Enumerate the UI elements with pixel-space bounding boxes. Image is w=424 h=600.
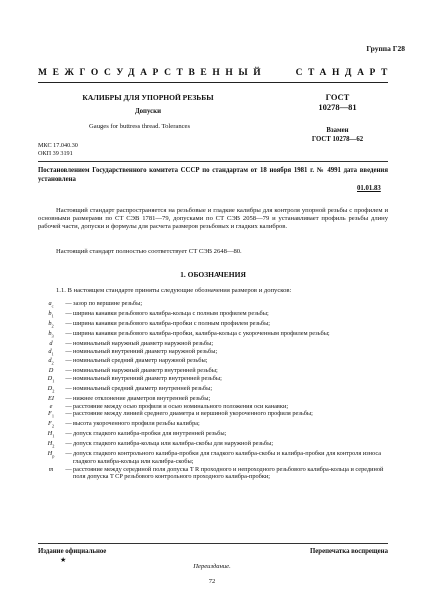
definition-text: высота укороченного профиля резьбы калибра; xyxy=(73,420,200,428)
definition-dash: — xyxy=(65,339,72,347)
effective-date: 01.01.83 xyxy=(357,185,381,192)
definition-item xyxy=(38,300,388,310)
title-rule xyxy=(38,161,388,162)
definition-item xyxy=(38,357,388,367)
gost-number xyxy=(285,92,390,112)
definition-dash: — xyxy=(65,357,72,365)
definition-symbol: $d_2$ xyxy=(48,357,54,366)
definition-item xyxy=(38,367,388,375)
definition-text: расстояние между серединой поля допуска T R проходного и непроходного резьбового калибра-кольца и серединой поля допуска T CP резьбового контрольного проходного калибра-пробки; xyxy=(73,465,384,481)
definition-dash: — xyxy=(65,410,72,418)
classification-codes xyxy=(38,142,78,158)
mks-code: МКС 17.040.30 xyxy=(38,142,78,149)
reprint-prohibited: Перепечатка воспрещена xyxy=(310,548,388,555)
definition-dash: — xyxy=(65,300,72,307)
definition-text: ширина канавки резьбового калибра-пробки, калибра-кольца с укороченным профилем резьбы; xyxy=(73,329,330,337)
decree-text: Постановлением Государственного комитета СССР по стандартам от 18 ноября 1981 г. № 4991 дата введения установлена xyxy=(38,167,388,183)
replaces-code: ГОСТ 10278—62 xyxy=(311,135,364,143)
footer-rule xyxy=(38,543,388,544)
definition-dash: — xyxy=(65,450,72,458)
definition-text: ширина канавки резьбового калибра-пробки с полным профилем резьбы; xyxy=(73,319,271,327)
banner-left: МЕЖГОСУДАРСТВЕННЫЙ xyxy=(38,68,267,78)
definition-item xyxy=(38,450,388,465)
official-edition: Издание официальное xyxy=(38,548,107,555)
gost-code: 10278—81 xyxy=(318,102,357,112)
definition-dash: — xyxy=(65,402,72,410)
definition-symbol: $D_2$ xyxy=(47,385,55,394)
definition-dash: — xyxy=(65,329,72,337)
definition-item xyxy=(38,320,388,330)
definition-text: номинальный средний диаметр внутренней резьбы; xyxy=(73,385,213,393)
intro-paragraph-2: Настоящий стандарт полностью соответствует СТ СЭВ 2648—80. xyxy=(56,248,242,255)
definition-dash: — xyxy=(65,367,72,375)
definition-dash: — xyxy=(65,440,72,448)
definition-symbol: $H_p$ xyxy=(47,450,55,459)
definition-symbol: $F_1$ xyxy=(47,410,54,419)
definition-text: допуск гладкого калибра-кольца или калибра-скобы для наружной резьбы; xyxy=(73,440,274,448)
star-mark: ★ xyxy=(60,556,67,564)
definition-symbol: $D_1$ xyxy=(47,375,55,384)
definition-dash: — xyxy=(65,465,72,473)
definition-symbol: $b_1$ xyxy=(48,309,54,319)
definition-item xyxy=(38,430,388,440)
definition-dash: — xyxy=(65,420,72,428)
definition-text: номинальный наружный диаметр наружной резьбы; xyxy=(73,339,214,347)
group-code: Группа Г28 xyxy=(366,44,405,53)
definition-dash: — xyxy=(65,395,72,403)
definition-item xyxy=(38,340,388,348)
standard-banner xyxy=(38,68,393,78)
definition-item xyxy=(38,310,388,320)
section-intro: 1.1. В настоящем стандарте приняты следующие обозначения размеров и допусков: xyxy=(56,287,292,294)
section-heading: 1. ОБОЗНАЧЕНИЯ xyxy=(180,270,246,279)
definition-text: номинальный наружный диаметр внутренней резьбы; xyxy=(73,367,218,375)
english-title: Gauges for buttress thread. Tolerances xyxy=(89,123,191,130)
definition-text: номинальный внутренний диаметр внутренней резьбы; xyxy=(73,375,222,383)
definition-symbol: $F_2$ xyxy=(47,420,54,429)
definition-dash: — xyxy=(65,430,72,438)
definition-text: номинальный средний диаметр наружной резьбы; xyxy=(73,357,208,365)
page-number: 72 xyxy=(208,578,216,585)
definition-symbol: D xyxy=(48,367,54,375)
replaces-standard xyxy=(285,127,390,144)
reissue-note: Переиздание. xyxy=(193,563,231,570)
definition-symbol: $a_c$ xyxy=(48,300,54,309)
definition-text: зазор по вершине резьбы; xyxy=(73,300,143,307)
definition-text: ширина канавки резьбового калибра-кольца с полным профилем резьбы; xyxy=(73,309,269,317)
definition-dash: — xyxy=(65,309,72,317)
definition-item xyxy=(38,403,388,411)
definition-symbol: m xyxy=(48,465,54,473)
banner-rule xyxy=(38,82,388,83)
definition-dash: — xyxy=(65,347,72,355)
definition-item xyxy=(38,440,388,450)
banner-right: СТАНДАРТ xyxy=(295,68,393,78)
intro-paragraph-1: Настоящий стандарт распространяется на резьбовые и гладкие калибры для контроля упорной резьбы с профилем и основными размерами по СТ СЭВ 1781—79, допусками по СТ СЭВ 2058—79 и устанавливает профиль резьбы длину рабочей части, допуски и формулы для расчета размеров резьбовых и гладких калибров. xyxy=(38,207,388,230)
document-subtitle: Допуски xyxy=(134,108,162,115)
definition-symbol: $H_1$ xyxy=(47,430,55,439)
definition-item xyxy=(38,375,388,385)
definition-item xyxy=(38,420,388,430)
definition-item xyxy=(38,410,388,420)
definition-text: нижнее отклонение диаметров внутренней резьбы; xyxy=(73,395,211,403)
definitions-list xyxy=(38,300,388,481)
definition-item xyxy=(38,395,388,403)
definition-symbol: e xyxy=(49,402,53,410)
definition-symbol: $d_1$ xyxy=(48,347,54,356)
definition-text: допуск гладкого калибра-пробки для внутренней резьбы; xyxy=(73,430,227,438)
definition-text: допуск гладкого контрольного калибра-пробки для гладкого калибра-скобы и калибра-пробки для контроля износа гладкого калибра-кольца или калибра-скобы; xyxy=(73,450,381,465)
definition-text: расстояние между линией среднего диаметра и вершиной укороченного профиля резьбы; xyxy=(73,410,313,418)
definition-text: расстояние между осью профиля и осью номинального положения оси канавки; xyxy=(73,402,289,410)
definition-symbol: $b_3$ xyxy=(48,329,54,339)
definition-symbol: $H_2$ xyxy=(47,440,55,449)
definition-dash: — xyxy=(65,375,72,383)
definition-text: номинальный внутренний диаметр наружной резьбы; xyxy=(73,347,218,355)
definition-symbol: d xyxy=(49,339,53,347)
definition-dash: — xyxy=(65,385,72,393)
definition-item xyxy=(38,348,388,358)
definition-item xyxy=(38,466,388,481)
replaces-label: Взамен xyxy=(326,127,349,134)
definition-symbol: $b_2$ xyxy=(48,319,54,329)
definition-item xyxy=(38,385,388,395)
okp-code: ОКП 39 3191 xyxy=(38,150,73,157)
definition-item xyxy=(38,330,388,340)
definition-symbol: EI xyxy=(48,395,54,403)
definition-dash: — xyxy=(65,319,72,327)
document-title: КАЛИБРЫ ДЛЯ УПОРНОЙ РЕЗЬБЫ xyxy=(82,93,214,102)
gost-label: ГОСТ xyxy=(325,92,350,102)
